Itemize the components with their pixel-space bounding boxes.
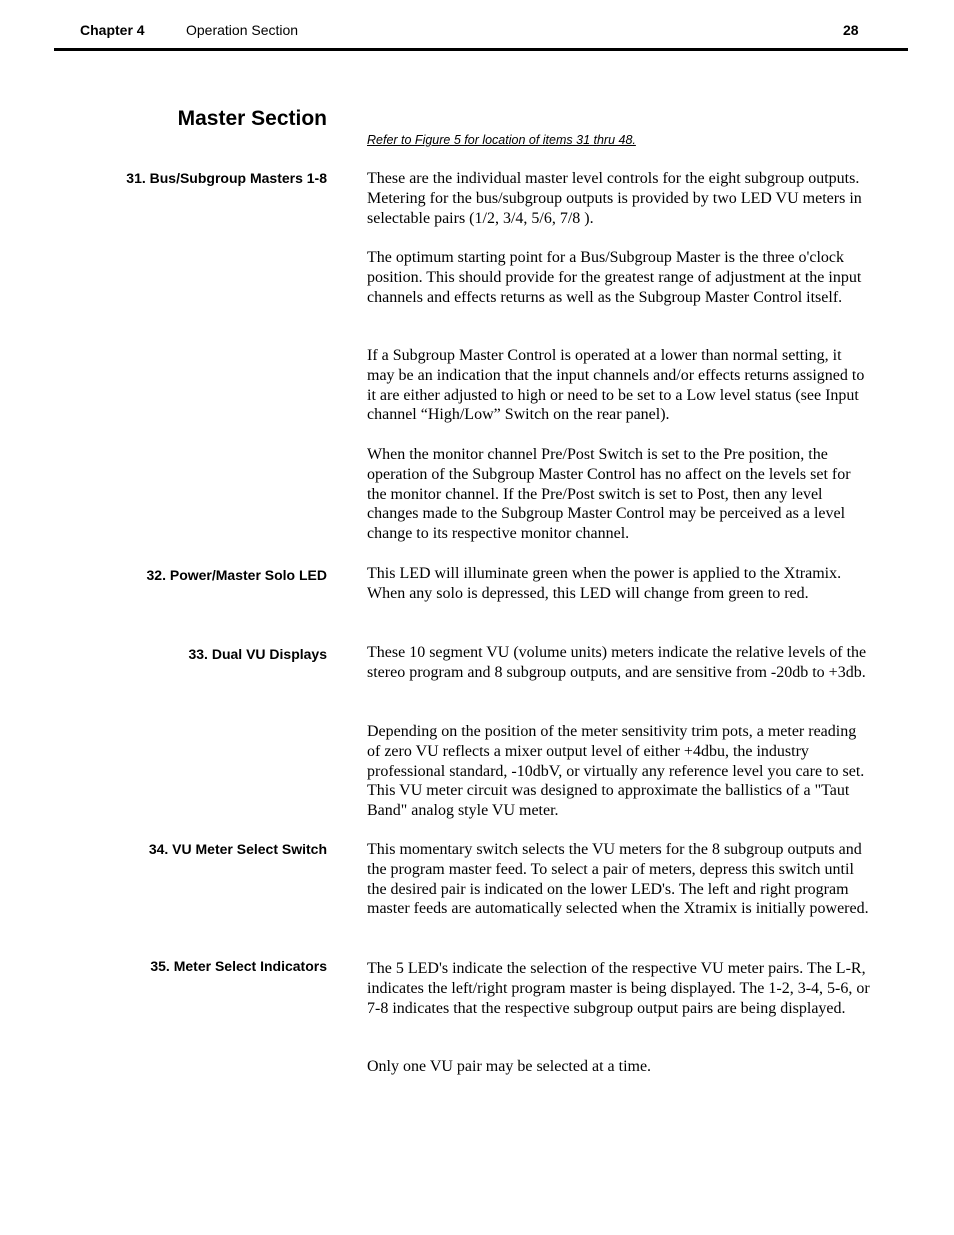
page-title: Master Section [177, 107, 327, 130]
item-31-paragraph-4: When the monitor channel Pre/Post Switch is set to the Pre position, the operation of the Subgroup Master Control has no affect on the levels set for the monitor channel. If the Pre/Post switch is set to Post, then any level changes made to the Subgroup Master Control may be perceived as a level change to its respective monitor channel. [367, 446, 851, 543]
item-33-paragraph-2: Depending on the position of the meter sensitivity trim pots, a meter reading of zero VU reflects a mixer output level of either +4dbu, the industry professional standard, -10dbV, or virtually any reference level you care to set. This VU meter circuit was designed to approximate the ballistics of a "Taut Band" analog style VU meter. [367, 723, 865, 820]
header-rule [54, 48, 908, 51]
figure-reference-note: Refer to Figure 5 for location of items 31 thru 48. [367, 133, 636, 147]
section-name: Operation Section [186, 22, 299, 38]
item-34-paragraph-1: This momentary switch selects the VU meters for the 8 subgroup outputs and the program master feed. To select a pair of meters, depress this switch until the desired pair is indicated on the lower LED's. The left and right program master feeds are automatically selected when the Xtramix is initially powered. [367, 841, 869, 918]
item-33-paragraph-1: These 10 segment VU (volume units) meters indicate the relative levels of the stereo program and 8 subgroup outputs, and are sensitive from -20db to +3db. [367, 644, 867, 681]
item-31-paragraph-2: The optimum starting point for a Bus/Subgroup Master is the three o'clock position. This should provide for the greatest range of adjustment at the input channels and effects returns as well as the Subgroup Master Control itself. [367, 249, 862, 306]
item-31-paragraph-1: These are the individual master level controls for the eight subgroup outputs. Metering for the bus/subgroup outputs is provided by two LED VU meters in selectable pairs (1/2, 3/4, 5/6, 7/8 ). [367, 170, 862, 227]
item-35-paragraph-2: Only one VU pair may be selected at a time. [367, 1058, 652, 1075]
item-34-label: 34. VU Meter Select Switch [148, 841, 327, 857]
item-32-paragraph-1: This LED will illuminate green when the power is applied to the Xtramix. When any solo is depressed, this LED will change from green to red. [367, 565, 842, 602]
item-35-label: 35. Meter Select Indicators [150, 958, 327, 974]
page-number: 28 [843, 22, 859, 38]
item-35-paragraph-1: The 5 LED's indicate the selection of the respective VU meter pairs. The L-R, indicates the left/right program master is being displayed. The 1-2, 3-4, 5-6, or 7-8 indicates that the respective subgroup output pairs are being displayed. [367, 960, 870, 1017]
item-33-label: 33. Dual VU Displays [188, 646, 327, 662]
chapter-label: Chapter 4 [80, 22, 145, 38]
item-31-label: 31. Bus/Subgroup Masters 1-8 [126, 170, 327, 186]
item-32-label: 32. Power/Master Solo LED [146, 567, 327, 583]
item-31-paragraph-3: If a Subgroup Master Control is operated at a lower than normal setting, it may be an indication that the input channels and/or effects returns assigned to it are either adjusted to high or need to be set to a Low level status (see Input channel “High/Low” Switch on the rear panel). [367, 347, 865, 424]
